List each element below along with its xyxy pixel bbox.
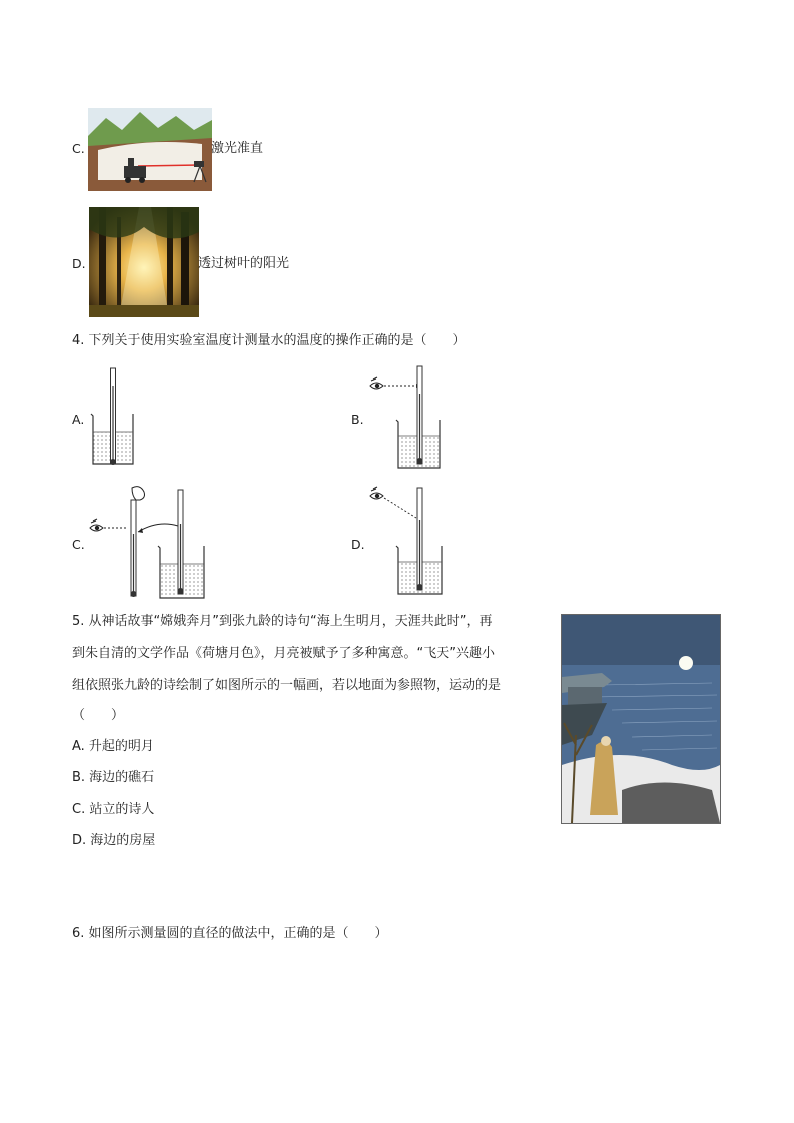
q5-option-a: A. 升起的明月 bbox=[72, 739, 154, 754]
option-c-letter: C. bbox=[72, 141, 85, 156]
q4-option-b-diagram bbox=[368, 364, 444, 472]
q4-stem: 4. 下列关于使用实验室温度计测量水的温度的操作正确的是（ ） bbox=[72, 333, 466, 348]
moonlit-sea-painting bbox=[561, 614, 721, 824]
q4-option-d-diagram bbox=[368, 486, 444, 598]
q4-option-c-diagram bbox=[88, 484, 208, 600]
q5-stem-line2: 到朱自清的文学作品《荷塘月色》，月亮被赋予了多种寓意。“飞天”兴趣小 bbox=[72, 646, 495, 661]
q4-option-c-letter: C. bbox=[72, 537, 85, 552]
q4-option-b-letter: B. bbox=[351, 412, 364, 427]
q4-option-d-letter: D. bbox=[351, 537, 365, 552]
q5-option-c: C. 站立的诗人 bbox=[72, 802, 155, 817]
q4-option-a-diagram bbox=[88, 366, 138, 468]
q5-stem-line3: 组依照张九龄的诗绘制了如图所示的一幅画，若以地面为参照物，运动的是 bbox=[72, 678, 502, 693]
q5-option-d: D. 海边的房屋 bbox=[72, 833, 156, 848]
q4-option-a-letter: A. bbox=[72, 412, 85, 427]
q5-option-b: B. 海边的礁石 bbox=[72, 770, 155, 785]
q5-stem-line1: 5. 从神话故事“嫦娥奔月”到张九龄的诗句“海上生明月，天涯共此时”，再 bbox=[72, 614, 493, 629]
q6-stem: 6. 如图所示测量圆的直径的做法中，正确的是（ ） bbox=[72, 926, 388, 941]
sunlight-through-trees-image bbox=[89, 207, 199, 317]
q5-stem-line4: （ ） bbox=[72, 708, 125, 723]
option-d-letter: D. bbox=[72, 256, 86, 271]
option-c-caption: 激光准直 bbox=[211, 141, 264, 156]
option-d-caption: 透过树叶的阳光 bbox=[198, 256, 290, 271]
laser-alignment-image bbox=[88, 108, 212, 191]
